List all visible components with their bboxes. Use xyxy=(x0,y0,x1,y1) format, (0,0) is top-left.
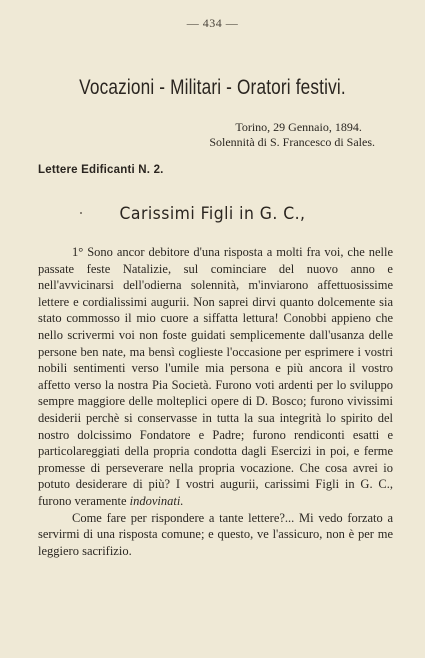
letter-body xyxy=(38,244,393,559)
page-number: — 434 — xyxy=(186,16,239,30)
salutation: Carissimi Figli in G. C., xyxy=(119,204,306,224)
paragraph-1-italic: indovinati. xyxy=(129,493,184,508)
chapter-title: Vocazioni - Militari - Oratori festivi. xyxy=(79,76,346,99)
paragraph-2: Come fare per rispondere a tante lettere?... Mi vedo forzato a servirmi di una risposta comune; e questo, ve l'assicuro, non è per me leggiero sacrifizio. xyxy=(38,510,393,558)
occasion: Solennità di S. Francesco di Sales. xyxy=(209,135,375,149)
paragraph-1-text: 1° Sono ancor debitore d'una risposta a molti fra voi, che nelle passate feste Natalizie, sul cominciare del nuovo anno e nell'avvicinarsi dell'odierna solennità, m'inviarono affettuosissime lettere e cordialissimi augurii. Non saprei dirvi quanto dolcemente sia stato commosso il mio cuore a siffatta lettura! Conobbi appieno che nello scrivermi voi non foste guidati semplicemente dall'usanza delle persone ben nate, ma bensì coglieste l'occasione per esprimere i vostri nobili sentimenti verso l'umile mia persona e più ancora il vostro affetto verso la nostra Pia Società. Furono voti ardenti per lo sviluppo sempre maggiore delle molteplici opere di D. Bosco; furono vivissimi desiderii perchè si conservasse in tutta la sua integrità lo spirito del nostro dolcissimo Fondatore e Padre; furono rendiconti esatti e particolareggiati della propria condotta dagli Esercizi in poi, e ferme promesse di perseverare nella propria vocazione. Che cosa avrei io potuto desiderare di più? I vostri augurii, carissimi Figli in G. C., furono veramente xyxy=(38,245,393,508)
place-date: Torino, 29 Gennaio, 1894. xyxy=(235,120,362,134)
paragraph-1 xyxy=(38,244,393,510)
dateline xyxy=(209,120,375,150)
series-heading: Lettere Edificanti N. 2. xyxy=(38,164,164,176)
